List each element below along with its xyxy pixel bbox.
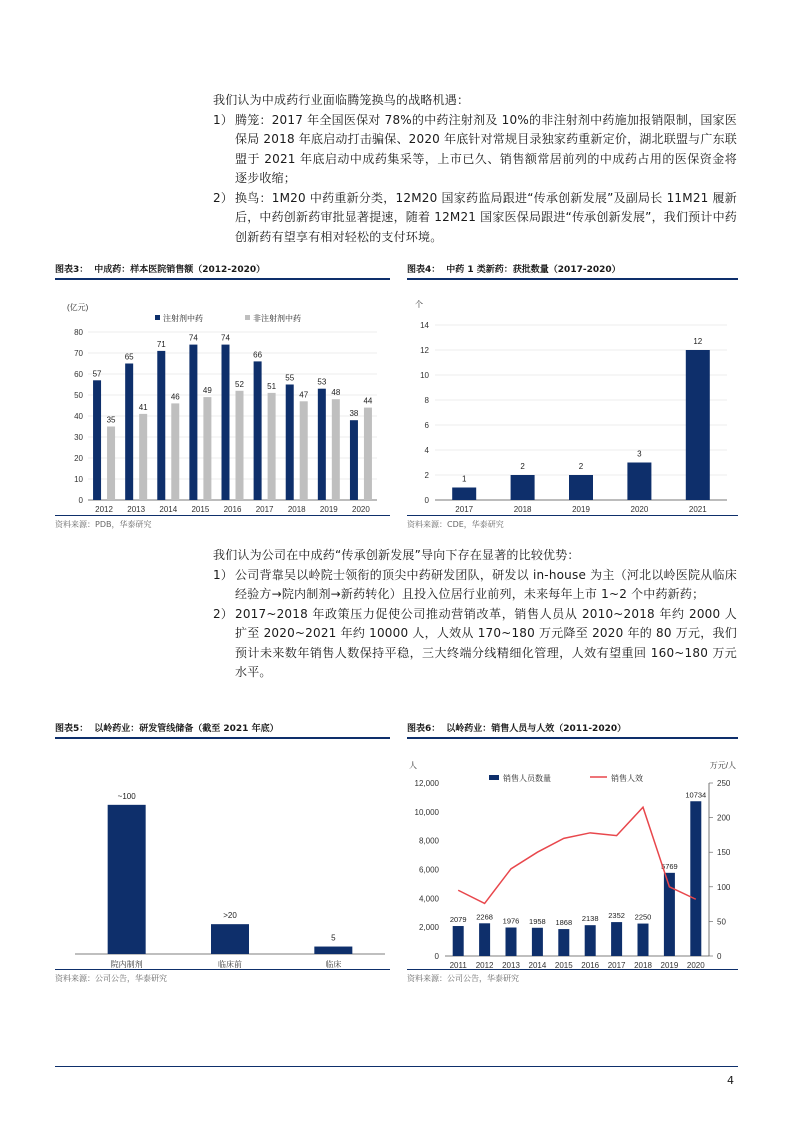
data-label: 12: [693, 337, 703, 346]
y-tick-label: 50: [74, 391, 83, 400]
x-tick-label: 2017: [607, 961, 626, 970]
data-label: 38: [349, 409, 359, 419]
bar-sales-staff: [506, 928, 517, 956]
legend-swatch: [245, 315, 250, 320]
advantages-paragraph: [213, 546, 737, 683]
intro-item-text: 换鸟：1M20 中药重新分类，12M20 国家药监局跟进“传承创新发展”及副局长 11M21 履新后，中药创新药审批显著提速，随着 12M21 国家医保局跟进“传承创新发展”，我们预计中药创新药有望享有相对轻松的支付环境。: [235, 190, 737, 244]
x-tick-label: 2019: [319, 505, 338, 512]
y-tick-label: 12: [420, 346, 429, 355]
advantages-item-number: 2）: [213, 606, 234, 621]
bar-non-injection: [268, 393, 276, 500]
figure-title-text: 中成药：样本医院销售额（2012-2020）: [94, 265, 266, 275]
data-label: 2138: [581, 914, 599, 924]
figure-5-chart: [55, 739, 390, 971]
bar-sales-staff: [638, 924, 649, 956]
x-tick-label: 2020: [630, 505, 649, 512]
y-tick-label: 80: [74, 328, 83, 337]
data-label: 5769: [661, 861, 678, 871]
line-sales-efficiency: [458, 807, 696, 903]
bar-non-injection: [139, 414, 147, 500]
bar-non-injection: [107, 427, 115, 501]
x-tick-label: 2012: [95, 505, 113, 512]
x-tick-label: 2021: [688, 505, 707, 512]
x-tick-label: 2015: [191, 505, 210, 512]
bar-sales-staff: [532, 928, 543, 956]
bar-sales-staff: [690, 801, 701, 956]
advantages-item-number: 1）: [213, 567, 234, 582]
figure-title-text: 中药 1 类新药：获批数量（2017-2020）: [446, 265, 621, 275]
y-tick-label: 0: [424, 496, 429, 505]
right-y-tick-label: 0: [717, 952, 722, 961]
x-tick-label: 2015: [554, 961, 573, 970]
left-y-tick-label: 0: [434, 952, 439, 961]
data-label: 44: [363, 396, 373, 406]
left-y-tick-label: 4,000: [418, 894, 439, 904]
bar-injection: [222, 345, 230, 500]
bar-injection: [125, 364, 133, 501]
bar-sales-staff: [453, 926, 464, 956]
data-label: 71: [156, 339, 166, 349]
data-label: 2: [578, 462, 584, 471]
bar-sales-staff: [611, 922, 622, 956]
data-label: 41: [138, 402, 148, 412]
bar-injection: [157, 351, 165, 500]
figure-3-source: 资料来源：PDB，华泰研究: [55, 515, 390, 530]
x-tick-label: 2014: [528, 961, 547, 970]
bar-injection: [254, 361, 262, 500]
data-label: 2250: [634, 912, 652, 922]
bar-injection: [189, 345, 197, 500]
figure-5: [55, 721, 390, 983]
y-tick-label: 4: [424, 446, 429, 455]
bar: [211, 924, 249, 954]
y-axis-unit: (亿元): [67, 303, 89, 312]
bar: [511, 475, 535, 500]
bar-non-injection: [300, 401, 308, 500]
bar-sales-staff: [558, 929, 569, 956]
x-tick-label: 临床前: [218, 960, 242, 969]
left-y-tick-label: 12,000: [414, 779, 439, 788]
data-label: 55: [285, 373, 295, 383]
bar-injection: [350, 420, 358, 500]
data-label: 51: [267, 381, 277, 391]
y-tick-label: 70: [74, 349, 83, 358]
figure-6-source: 资料来源：公司公告，华泰研究: [407, 969, 738, 984]
y-tick-label: 30: [74, 433, 83, 442]
bar: [108, 805, 146, 954]
y-tick-label: 8: [424, 396, 429, 405]
data-label: 53: [317, 377, 327, 387]
bar-sales-staff: [479, 923, 490, 956]
figure-5-title: [55, 721, 390, 739]
data-label: 1976: [502, 916, 520, 926]
intro-item-number: 2）: [213, 190, 234, 205]
bar-non-injection: [171, 403, 179, 500]
x-tick-label: 2017: [455, 505, 474, 512]
bar-non-injection: [364, 408, 372, 500]
bar: [314, 947, 352, 954]
bar-non-injection: [203, 397, 211, 500]
data-label: 1: [461, 474, 467, 484]
x-tick-label: 院内制剂: [110, 960, 143, 969]
x-tick-label: 2018: [287, 505, 306, 512]
bar-non-injection: [332, 399, 340, 500]
figure-6-title: [407, 721, 738, 739]
x-tick-label: 2020: [686, 961, 705, 970]
data-label: 47: [299, 390, 309, 400]
advantages-item-text: 公司背靠吴以岭院士领衔的顶尖中药研发团队，研发以 in-house 为主（河北以岭医院从临床经验方→院内制剂→新药转化）且投入位居行业前列，未来每年上市 1~2 个中药新药；: [235, 567, 737, 601]
y-tick-label: 6: [424, 421, 429, 430]
y-tick-label: 2: [424, 471, 429, 480]
bar-injection: [286, 385, 294, 501]
figure-4: [407, 262, 738, 529]
x-tick-label: 2020: [352, 505, 370, 512]
y-tick-label: 10: [420, 371, 429, 380]
intro-heading: 我们认为中成药行业面临腾笼换鸟的战略机遇：: [213, 93, 470, 107]
figure-4-source: 资料来源：CDE，华泰研究: [407, 515, 738, 530]
advantages-item: [213, 605, 737, 683]
y-tick-label: 14: [420, 321, 429, 330]
data-label: 1958: [529, 916, 546, 926]
x-tick-label: 2016: [581, 961, 600, 970]
data-label: 52: [235, 379, 244, 389]
data-label: 35: [106, 415, 116, 425]
x-tick-label: 2013: [502, 961, 520, 970]
intro-item: [213, 189, 737, 248]
figure-6: [407, 721, 738, 983]
y-tick-label: 60: [74, 370, 83, 379]
left-y-tick-label: 2,000: [418, 923, 439, 933]
left-y-tick-label: 8,000: [418, 836, 439, 846]
x-tick-label: 2016: [223, 505, 242, 512]
y-tick-label: 0: [78, 496, 83, 505]
y-tick-label: 40: [74, 412, 83, 421]
data-label: 2268: [476, 912, 493, 922]
figure-label: 图表6：: [407, 724, 441, 734]
data-label: 48: [331, 388, 341, 398]
advantages-item: [213, 566, 737, 605]
figure-label: 图表5：: [55, 724, 89, 734]
data-label: 2079: [449, 915, 467, 925]
bar-injection: [318, 389, 326, 500]
figure-6-chart: [407, 739, 738, 971]
data-label: 74: [221, 333, 230, 343]
figure-3-title: [55, 262, 390, 280]
legend-swatch-bars: [489, 775, 499, 780]
legend-label: 销售人效: [611, 774, 643, 783]
data-label: 66: [253, 350, 263, 360]
left-axis-unit: 人: [409, 761, 417, 770]
figure-title-text: 以岭药业：销售人员与人效（2011-2020）: [446, 724, 627, 734]
figure-3: [55, 262, 390, 529]
page-number: 4: [727, 1074, 734, 1087]
x-tick-label: 2018: [513, 505, 532, 512]
x-tick-label: 2017: [255, 505, 274, 512]
bar-non-injection: [236, 391, 244, 500]
x-tick-label: 2011: [449, 961, 467, 970]
bar: [452, 488, 476, 501]
legend-label: 非注射剂中药: [253, 314, 301, 323]
x-tick-label: 2018: [634, 961, 652, 970]
intro-item: [213, 111, 737, 189]
x-tick-label: 临床: [325, 960, 342, 969]
figure-4-chart: [407, 280, 738, 512]
x-tick-label: 2013: [127, 505, 146, 512]
bar-sales-staff: [585, 925, 596, 956]
right-y-tick-label: 50: [717, 917, 726, 927]
right-y-tick-label: 100: [717, 882, 731, 892]
data-label: 49: [202, 386, 212, 396]
y-axis-unit: 个: [415, 300, 423, 309]
x-tick-label: 2014: [159, 505, 178, 512]
footer-rule: [55, 1066, 738, 1067]
right-axis-unit: 万元/人: [709, 761, 736, 770]
intro-paragraph: [213, 91, 737, 247]
intro-item-number: 1）: [213, 112, 234, 127]
bar: [627, 463, 651, 501]
right-y-tick-label: 150: [717, 848, 731, 858]
advantages-item-text: 2017~2018 年政策压力促使公司推动营销改革，销售人员从 2010~2018 年约 2000 人扩至 2020~2021 年约 10000 人，人效从 170~180 万元降至 2020 年的 80 万元，我们预计未来数年销售人数保持平稳，三大终端分线精细化管理，人效有望重回 160~180 万元水平。: [235, 606, 737, 679]
legend-swatch: [155, 315, 160, 320]
bar: [686, 350, 710, 500]
figure-label: 图表4：: [407, 265, 441, 275]
x-tick-label: 2019: [572, 505, 590, 512]
legend-label: 注射剂中药: [163, 314, 203, 323]
data-label: 65: [124, 352, 134, 362]
figure-label: 图表3：: [55, 265, 89, 275]
figure-3-chart: [55, 280, 390, 512]
bar-injection: [93, 380, 101, 500]
figure-title-text: 以岭药业：研发管线储备（截至 2021 年底）: [94, 724, 279, 734]
right-y-tick-label: 250: [717, 779, 731, 788]
figure-4-title: [407, 262, 738, 280]
legend-label: 销售人员数量: [503, 774, 551, 783]
advantages-heading: 我们认为公司在中成药“传承创新发展”导向下存在显著的比较优势：: [213, 548, 580, 562]
data-label: 10734: [685, 790, 707, 800]
data-label: ~100: [117, 791, 136, 801]
y-tick-label: 20: [74, 454, 83, 463]
data-label: 3: [637, 449, 642, 459]
data-label: 2: [520, 462, 525, 471]
left-y-tick-label: 6,000: [418, 865, 439, 875]
data-label: >20: [223, 911, 237, 921]
bar: [569, 475, 593, 500]
data-label: 57: [92, 369, 102, 379]
data-label: 74: [188, 333, 198, 343]
right-y-tick-label: 200: [717, 813, 731, 823]
data-label: 5: [331, 933, 336, 943]
x-tick-label: 2012: [475, 961, 494, 970]
left-y-tick-label: 10,000: [414, 807, 439, 817]
figure-5-source: 资料来源：公司公告，华泰研究: [55, 969, 390, 984]
data-label: 1868: [555, 918, 573, 928]
x-tick-label: 2019: [660, 961, 679, 970]
data-label: 2352: [608, 911, 625, 921]
data-label: 46: [170, 392, 180, 402]
intro-item-text: 腾笼：2017 年全国医保对 78%的中药注射剂及 10%的非注射剂中药施加报销限制，国家医保局 2018 年底启动打击骗保、2020 年底针对常规目录独家药重新定价，湖北联盟与广东联盟于 2021 年底启动中成药集采等，上市已久、销售额常居前列的中成药占用的医保资金将逐步收缩；: [235, 112, 737, 185]
y-tick-label: 10: [74, 475, 83, 484]
